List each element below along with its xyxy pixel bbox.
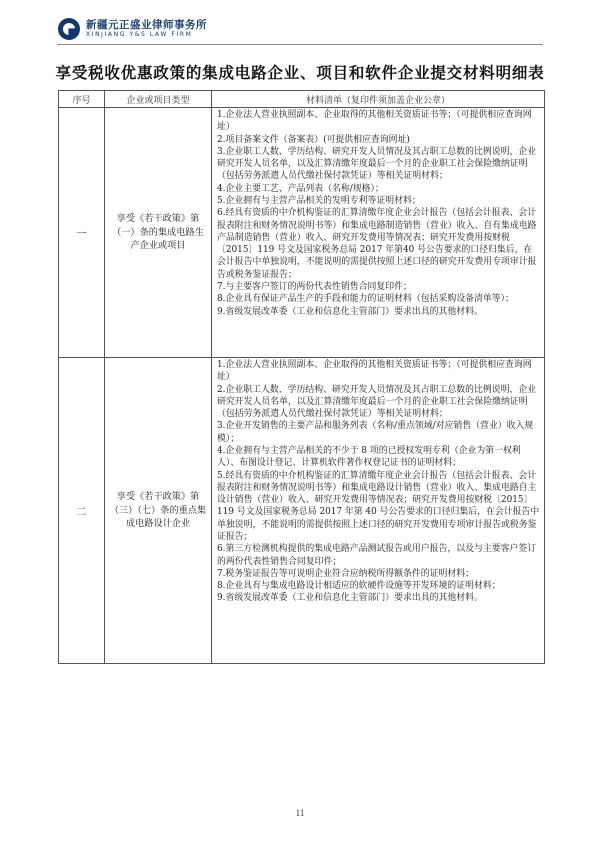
table-header-row: [59, 91, 545, 108]
list-item: 1.企业法人营业执照副本、企业取得的其他相关资质证书等；（可提供相应查询网址）: [217, 110, 532, 133]
list-item: 3.企业开发销售的主要产品和服务列表（名称/重点领域/对应销售（营业）收入规模）；: [217, 421, 534, 444]
list-item: 8.企业具有保证产品生产的手段和能力的证明材料（包括采购设备清单等）；: [217, 294, 514, 305]
column-header-number: 序号: [59, 91, 105, 108]
row-number: 一: [59, 108, 105, 358]
list-item: 5.经具有资质的中介机构鉴证的汇算清缴年度企业会计报告（包括会计报表、会计报表附注和财务情况说明书等）和集成电路设计销售（营业）收入、集成电路自主设计销售（营业）收入、研究开发费用等情况表；研究开发费用按财税〔2015〕119 号文及国家税务总局 2017 年第 40 号公告要求的口径归集后，在会计报告中单独说明，不能说明的需提供按照上述口径的研究开发费用专项审计报告或税务鉴证报告；: [217, 470, 540, 542]
list-item: 4.企业拥有与主营产品相关的不少于 8 项的已授权发明专利（企业为第一权利人）、布图设计登记、计算机软件著作权登记证书的证明材料；: [217, 445, 521, 469]
page-header: [58, 14, 207, 44]
document-title: 享受税收优惠政策的集成电路企业、项目和软件企业提交材料明细表: [55, 64, 545, 82]
list-item: 7.与主要客户签订的两份代表性销售合同复印件；: [217, 281, 412, 292]
page-number: 11: [295, 808, 305, 818]
list-item: 3.企业职工人数、学历结构、研究开发人员情况及其占职工总数的比例说明，企业研究开发人员名单，以及汇算清缴年度最后一个月的企业职工社会保险缴纳证明（包括劳务派遣人员代缴社保付款凭证）等相关证明材料；: [217, 146, 537, 182]
materials-list: [212, 358, 545, 664]
firm-name: [86, 20, 207, 39]
list-item: 1.企业法人营业执照副本、企业取得的其他相关资质证书等；（可提供相应查询网址）: [217, 360, 532, 383]
column-header-materials: 材料清单（复印件须加盖企业公章）: [212, 91, 545, 108]
table-row: [59, 358, 545, 664]
list-item: 6.经具有资质的中介机构鉴证的汇算清缴年度企业会计报告（包括会计报表、会计报表附注和财务情况说明书等）和集成电路制造销售（营业）收入、自有集成电路产品制造销售（营业）收入、研究开发费用等情况表；研究开发费用按财税〔2015〕119 号文及国家税务总局 2017 年第40 号公告要求的口径归集后，在会计报告中单独说明，不能说明的需提供按照上述口径的研究开发费用专项审计报告或税务鉴证报告；: [217, 208, 537, 280]
header-divider: [57, 44, 543, 45]
list-item: 2.企业职工人数、学历结构、研究开发人员情况及其占职工总数的比例说明，企业研究开发人员名单，以及汇算清缴年度最后一个月的企业职工社会保险缴纳证明（包括劳务派遣人员代缴社保付款凭证）等相关证明材料；: [217, 384, 537, 420]
materials-table: [58, 90, 545, 664]
column-header-type: 企业或项目类型: [105, 91, 212, 108]
row-number: 二: [59, 358, 105, 664]
table-row: [59, 108, 545, 358]
list-item: 6.第三方检测机构提供的集成电路产品测试报告或用户报告，以及与主要客户签订的两份代表性销售合同复印件；: [217, 544, 537, 567]
firm-name-cn: 新疆元正盛业律师事务所: [86, 18, 207, 31]
materials-list: [212, 108, 545, 358]
list-item: 8.企业具有与集成电路设计相适应的软硬件设施等开发环境的证明材料；: [217, 581, 501, 592]
row-type: 享受《若干政策》第（一）条的集成电路生产企业或项目: [105, 108, 212, 358]
row-type: 享受《若干政策》第（三）（七）条的重点集成电路设计企业: [105, 358, 212, 664]
list-item: 5.企业拥有与主营产品相关的发明专利等证明材料；: [217, 195, 421, 206]
firm-logo-icon: [58, 18, 80, 40]
list-item: 9.省级发展改革委（工业和信息化主管部门）要求出具的其他材料。: [217, 306, 483, 317]
list-item: 9.省级发展改革委（工业和信息化主管部门）要求出具的其他材料。: [217, 593, 483, 604]
list-item: 4.企业主要工艺、产品列表（名称/规格）；: [217, 183, 384, 194]
list-item: 7.税务鉴证报告等可说明企业符合应纳税所得额条件的证明材料；: [217, 568, 474, 579]
firm-name-en: XINJIANG Y&S LAW FIRM: [86, 31, 193, 39]
list-item: 2.项目备案文件（备案表）(可提供相应查询网址): [217, 134, 410, 145]
